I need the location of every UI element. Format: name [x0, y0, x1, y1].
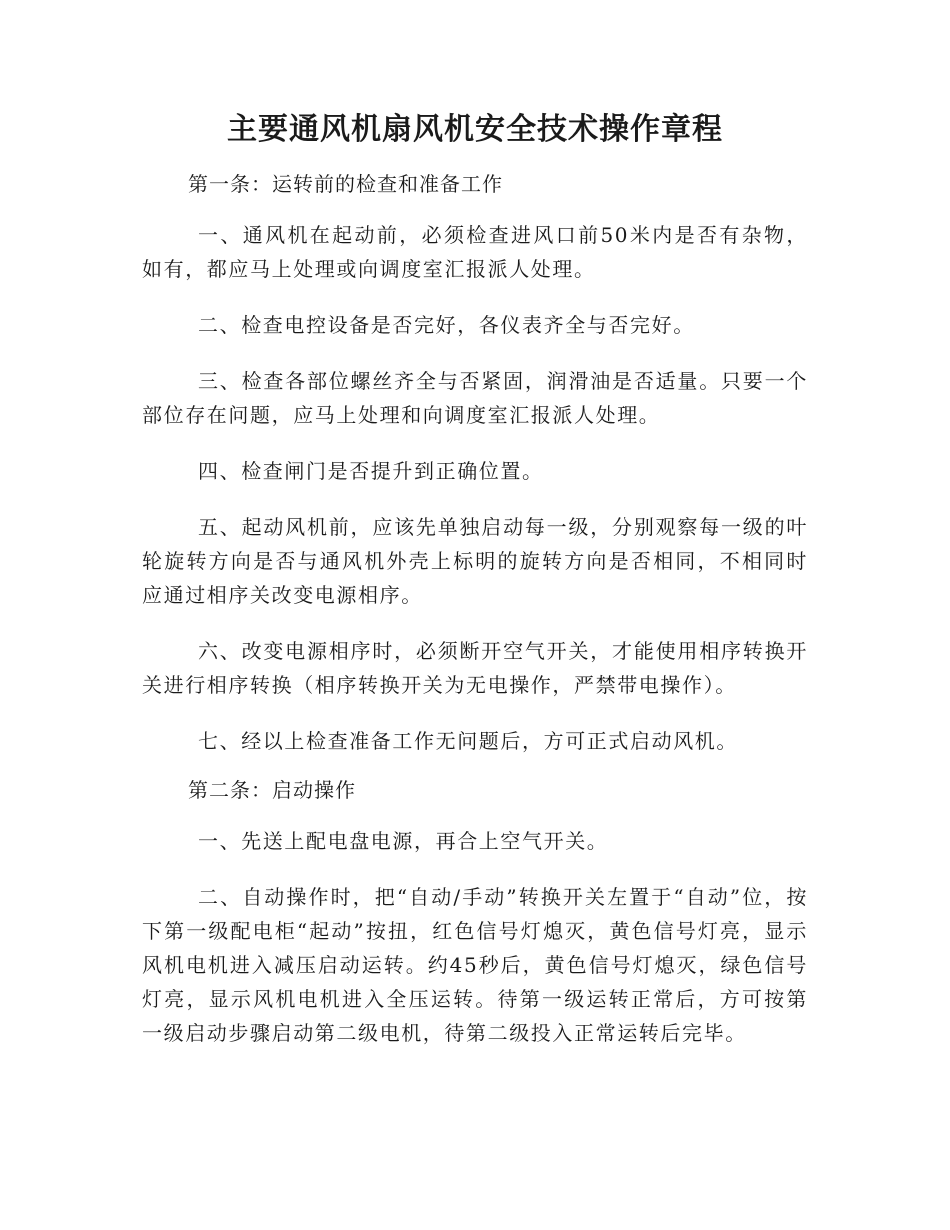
paragraph: 一、通风机在起动前，必须检查进风口前50米内是否有杂物，如有，都应马上处理或向调度室汇报派人处理。: [142, 223, 808, 281]
document-page: [142, 108, 808, 1050]
section-heading: 第二条：启动操作: [188, 778, 356, 802]
paragraph: 七、经以上检查准备工作无问题后，方可正式启动风机。: [198, 729, 738, 753]
paragraph: 二、自动操作时，把“自动/手动”转换开关左置于“自动”位，按下第一级配电柜“起动”按扭，红色信号灯熄灭，黄色信号灯亮，显示风机电机进入减压启动运转。约45秒后，黄色信号灯熄灭，绿色信号灯亮，显示风机电机进入全压运转。待第一级运转正常后，方可按第一级启动步骤启动第二级电机，待第二级投入正常运转后完毕。: [142, 885, 808, 1045]
section-2: [142, 774, 808, 1050]
paragraph: 六、改变电源相序时，必须断开空气开关，才能使用相序转换开关进行相序转换（相序转换开关为无电操作，严禁带电操作）。: [142, 639, 808, 697]
paragraph: 二、检查电控设备是否完好，各仪表齐全与否完好。: [198, 313, 695, 337]
section-1: [142, 168, 808, 758]
paragraph: 四、检查闸门是否提升到正确位置。: [198, 459, 544, 483]
paragraph: 五、起动风机前，应该先单独启动每一级，分别观察每一级的叶轮旋转方向是否与通风机外壳上标明的旋转方向是否相同，不相同时应通过相序关改变电源相序。: [142, 515, 808, 607]
paragraph: 一、先送上配电盘电源，再合上空气开关。: [198, 829, 609, 853]
document-title: 主要通风机扇风机安全技术操作章程: [227, 112, 723, 147]
section-heading: 第一条：运转前的检查和准备工作: [188, 172, 503, 196]
paragraph: 三、检查各部位螺丝齐全与否紧固，润滑油是否适量。只要一个部位存在问题，应马上处理和向调度室汇报派人处理。: [142, 369, 808, 427]
